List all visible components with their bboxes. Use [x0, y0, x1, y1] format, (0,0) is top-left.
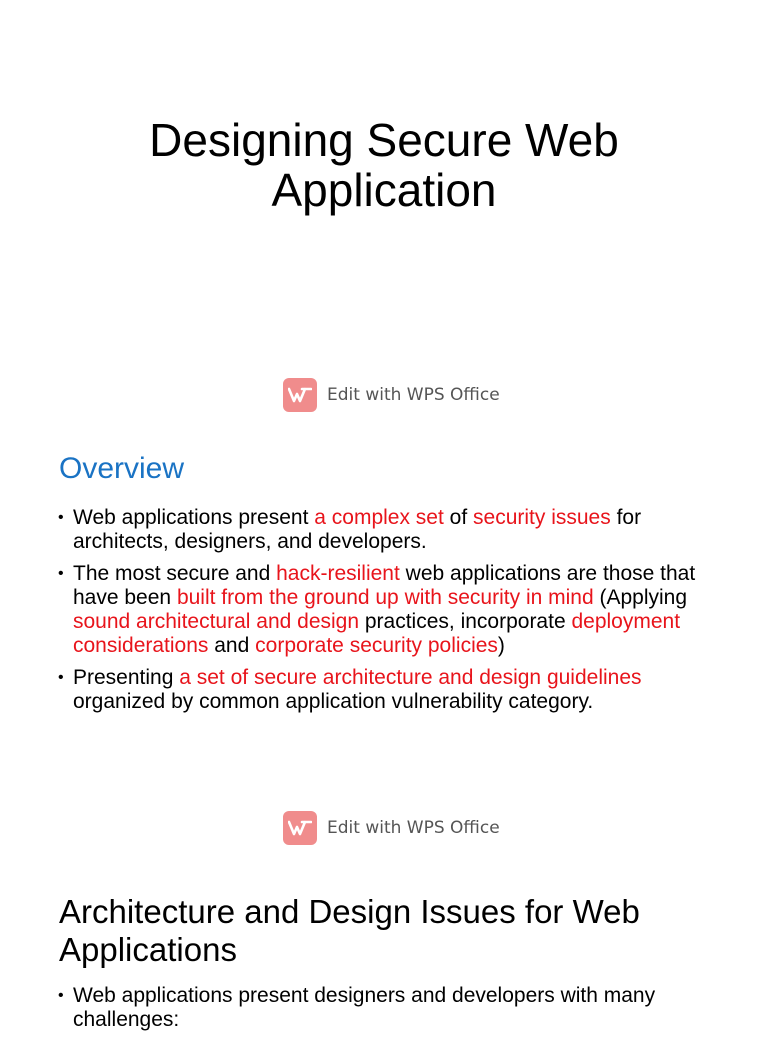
- title-line-2: Application: [271, 164, 497, 216]
- wps-label: Edit with WPS Office: [327, 385, 500, 405]
- text: Web applications present: [73, 506, 315, 529]
- bullet-item: [58, 984, 728, 1032]
- bullet-dot: •: [58, 669, 64, 686]
- text: for architects, designers, and developers.: [73, 506, 642, 553]
- highlight-text: built from the ground up with security in mind: [176, 586, 594, 609]
- title-line-1: Designing Secure Web: [149, 114, 619, 166]
- bullet-dot: •: [58, 987, 64, 1004]
- bullet-text: [73, 506, 728, 554]
- text: practices, incorporate: [359, 610, 572, 633]
- text: web applications are those that have been: [73, 562, 696, 609]
- bullet-dot: •: [58, 565, 64, 582]
- bullet-item: [58, 562, 728, 658]
- wps-watermark[interactable]: [283, 811, 500, 845]
- highlight-text: a set of secure architecture and design guidelines: [179, 666, 642, 689]
- highlight-text: deployment considerations: [73, 610, 681, 657]
- architecture-bullets: [58, 984, 728, 1040]
- highlight-text: a complex set: [314, 506, 444, 529]
- highlight-text: security issues: [473, 506, 611, 529]
- wps-watermark[interactable]: [283, 378, 500, 412]
- text: of: [443, 506, 474, 529]
- highlight-text: corporate security policies: [255, 634, 498, 657]
- overview-heading: Overview: [59, 452, 185, 485]
- slide-title: [0, 115, 768, 215]
- bullet-text: Web applications present designers and developers with many challenges:: [73, 984, 656, 1031]
- text: organized by common application vulnerability category.: [73, 690, 594, 713]
- text: (Applying: [593, 586, 688, 609]
- bullet-text: [73, 666, 728, 714]
- text: The most secure and: [73, 562, 277, 585]
- architecture-heading: [59, 893, 640, 969]
- heading-line-1: Architecture and Design Issues for Web: [59, 893, 640, 930]
- bullet-text: [73, 562, 728, 658]
- wps-label: Edit with WPS Office: [327, 818, 500, 838]
- text: Presenting: [73, 666, 180, 689]
- heading-line-2: Applications: [59, 931, 237, 968]
- overview-bullets: [58, 506, 728, 722]
- bullet-dot: •: [58, 509, 64, 526]
- highlight-text: hack-resilient: [276, 562, 400, 585]
- bullet-item: [58, 666, 728, 714]
- wps-logo-icon: [283, 811, 317, 845]
- wps-logo-icon: [283, 378, 317, 412]
- text: and: [208, 634, 256, 657]
- highlight-text: sound architectural and design: [73, 610, 360, 633]
- text: ): [497, 634, 505, 657]
- bullet-item: [58, 506, 728, 554]
